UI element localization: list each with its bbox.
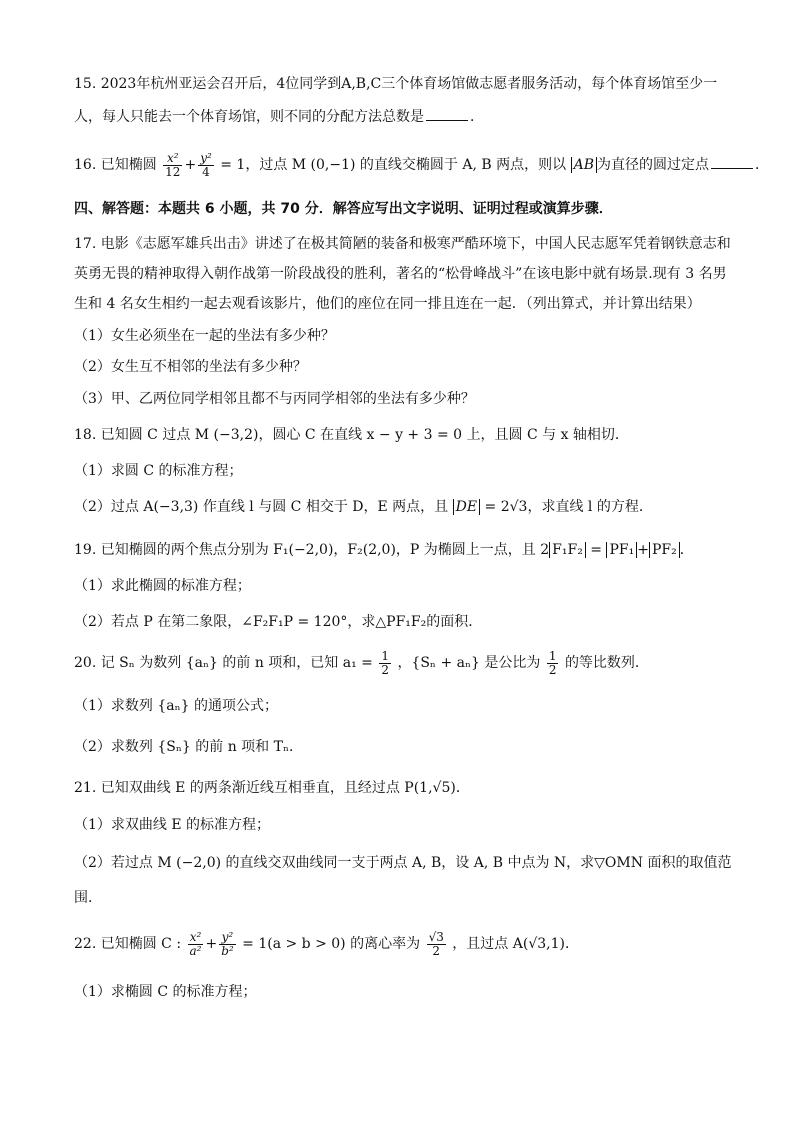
q22-frac1-num: x² <box>188 931 204 945</box>
q21-line1: 21. 已知双曲线 E 的两条渐近线互相垂直，且经过点 P(1,√5)． <box>74 780 470 796</box>
q20-text-b: ，{Sₙ + aₙ} 是公比为 <box>397 655 541 671</box>
q16-line <box>74 150 769 180</box>
q19-abs-pf2: PF₂ <box>649 542 680 558</box>
answer-blank <box>711 154 753 169</box>
q20-line1 <box>74 648 649 678</box>
q19-eq: = <box>590 542 602 558</box>
q15-line1: 15. 2023年杭州亚运会召开后，4位同学到A,B,C三个体育场馆做志愿者服务活动，每个体育场馆至少一 <box>74 76 718 92</box>
q17-line1: 17. 电影《志愿军雄兵出击》讲述了在极其简陋的装备和极寒严酷环境下，中国人民志愿军凭着钢铁意志和 <box>74 236 731 252</box>
q17-part3: （3）甲、乙两位同学相邻且都不与丙同学相邻的坐法有多少种？ <box>74 391 475 407</box>
section-heading: 四、解答题：本题共 6 小题，共 70 分．解答应写出文字说明、证明过程或演算步骤． <box>74 201 613 217</box>
q15-line2 <box>74 106 484 127</box>
q16-plus: + <box>184 157 197 173</box>
q19-line1 <box>74 540 694 560</box>
q20-frac2-num: 1 <box>548 648 557 663</box>
q20-part1: （1）求数列 {aₙ} 的通项公式； <box>74 698 279 714</box>
q22-mid: = 1(a > b > 0) 的离心率为 <box>242 936 421 952</box>
q16-fraction-x <box>163 152 182 179</box>
q16-frac2-den: 4 <box>202 164 210 179</box>
q22-frac3-num: √3 <box>428 929 444 944</box>
q21-part1: （1）求双曲线 E 的标准方程； <box>74 817 271 833</box>
q22-frac3-den: 2 <box>432 943 441 958</box>
q16-frac1-den: 12 <box>165 164 181 179</box>
q18-line1: 18. 已知圆 C 过点 M (−3,2)，圆心 C 在直线 x − y + 3 = 0 上，且圆 C 与 x 轴相切． <box>74 427 629 443</box>
q20-part2: （2）求数列 {Sₙ} 的前 n 项和 Tₙ． <box>74 739 304 755</box>
q16-frac1-num: x² <box>163 152 182 166</box>
q20-text-a: 20. 记 Sₙ 为数列 {aₙ} 的前 n 项和，已知 a₁ = <box>74 655 373 671</box>
q18-part2-text: （2）过点 A(−3,3) 作直线 l 与圆 C 相交于 D，E 两点，且 <box>74 499 449 515</box>
q15-line2-text: 人，每人只能去一个体育场馆，则不同的分配方法总数是 <box>74 109 424 125</box>
q19-part2: （2）若点 P 在第二象限，∠F₂F₁P = 120°，求△PF₁F₂的面积． <box>74 614 483 630</box>
q22-frac2-den: b² <box>221 943 234 958</box>
q19-part1: （1）求此椭圆的标准方程； <box>74 578 251 594</box>
q18-part2 <box>74 497 653 517</box>
q19-abs-pf1: PF₁ <box>606 542 637 558</box>
q20-text-c: 的等比数列． <box>564 655 649 671</box>
q18-abs-de: DE <box>453 499 480 515</box>
q18-part2-end: = 2√3，求直线 l 的方程． <box>484 499 653 515</box>
q17-part2: （2）女生互不相邻的坐法有多少种？ <box>74 359 307 375</box>
q19-plus: + <box>637 542 649 558</box>
q19-line1-text: 19. 已知椭圆的两个焦点分别为 F₁(−2,0)，F₂(2,0)，P 为椭圆上一点，且 2 <box>74 542 550 558</box>
q20-fraction-a1 <box>379 650 391 677</box>
q20-fraction-ratio <box>547 650 559 677</box>
q16-frac2-num: y² <box>200 150 212 165</box>
q15-line2-end: ． <box>470 109 484 125</box>
q22-fraction-e <box>427 931 446 958</box>
q20-frac2-den: 2 <box>548 662 557 677</box>
q22-frac2-num: y² <box>219 931 236 945</box>
q16-mid: = 1，过点 M (0,−1) 的直线交椭圆于 A, B 两点，则以 <box>220 157 567 173</box>
q22-plus: + <box>205 936 218 952</box>
q22-suffix: ，且过点 A(√3,1)． <box>452 936 579 952</box>
q16-fraction-y <box>198 152 214 179</box>
q17-part1: （1）女生必须坐在一起的坐法有多少种？ <box>74 328 335 344</box>
q21-part2-line1: （2）若过点 M (−2,0) 的直线交双曲线同一支于两点 A, B，设 A, B 中点为 N，求▽OMN 面积的取值范 <box>74 855 732 871</box>
q22-fraction-y <box>219 931 236 958</box>
q20-frac1-den: 2 <box>381 662 389 677</box>
q22-fraction-x <box>188 931 204 958</box>
q16-prefix: 16. 已知椭圆 <box>74 157 157 173</box>
q16-abs-ab: AB <box>571 157 597 173</box>
q22-part1: （1）求椭圆 C 的标准方程； <box>74 984 257 1000</box>
q21-part2-line2: 围． <box>74 890 102 906</box>
q16-suffix: 为直径的圆过定点 <box>597 157 709 173</box>
q19-abs-f1f2: F₁F₂ <box>549 542 586 558</box>
q22-frac1-den: a² <box>189 943 202 958</box>
q19-end: ． <box>679 542 694 558</box>
q18-part1: （1）求圆 C 的标准方程； <box>74 463 243 479</box>
q17-line2: 英勇无畏的精神取得入朝作战第一阶段战役的胜利，著名的“松骨峰战斗”在该电影中就有场景.现有 3 名男 <box>74 266 727 282</box>
q16-end: ． <box>755 157 769 173</box>
q20-frac1-num: 1 <box>381 648 389 663</box>
q17-line3: 生和 4 名女生相约一起去观看该影片，他们的座位在同一排且连在一起．（列出算式，并计算出结果） <box>74 296 701 312</box>
q22-line1 <box>74 928 579 960</box>
answer-blank <box>426 106 468 121</box>
q22-prefix: 22. 已知椭圆 C : <box>74 936 182 952</box>
